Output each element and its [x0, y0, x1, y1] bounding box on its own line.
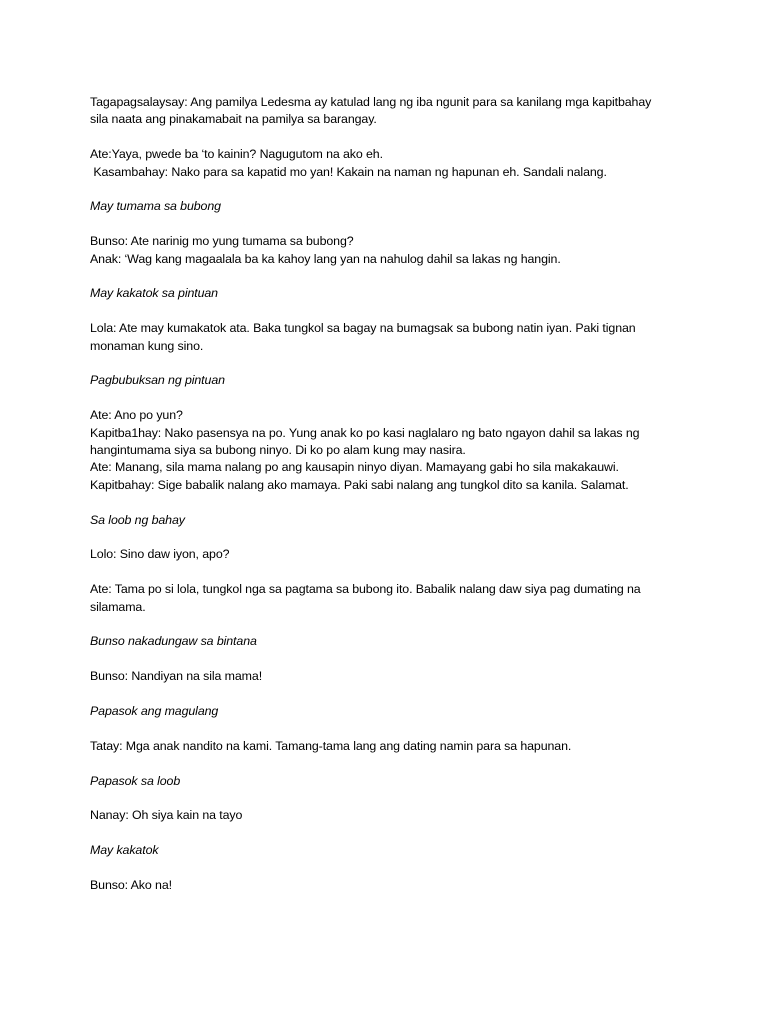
- stage-direction-text: May kakatok sa pintuan: [90, 286, 218, 301]
- dialogue-paragraph: [90, 94, 690, 129]
- dialogue-line: Bunso: Ako na!: [90, 878, 172, 892]
- dialogue-paragraph: [90, 877, 690, 894]
- stage-direction: [90, 703, 690, 720]
- dialogue-paragraph: [90, 668, 690, 685]
- dialogue-line: Kapitba1hay: Nako pasensya na po. Yung anak ko po kasi naglalaro ng bato ngayon dahil sa lakas ng: [90, 425, 640, 440]
- dialogue-paragraph: [90, 320, 690, 355]
- stage-direction: [90, 372, 690, 389]
- dialogue-paragraph: [90, 546, 690, 563]
- dialogue-paragraph: [90, 233, 690, 268]
- dialogue-line: silamama.: [90, 599, 146, 614]
- stage-direction: [90, 512, 690, 529]
- stage-direction: [90, 633, 690, 650]
- dialogue-paragraph: [90, 407, 690, 494]
- dialogue-line: Nanay: Oh siya kain na tayo: [90, 808, 243, 823]
- dialogue-line: Ate:Yaya, pwede ba ‘to kainin? Nagugutom na ako eh.: [90, 147, 383, 162]
- stage-direction-text: May tumama sa bubong: [90, 199, 221, 214]
- dialogue-line: sila naata ang pinakamabait na pamilya sa barangay.: [90, 112, 377, 127]
- dialogue-line: Anak: ‘Wag kang magaalala ba ka kahoy lang yan na nahulog dahil sa lakas ng hangin.: [90, 251, 561, 266]
- dialogue-line: Lolo: Sino daw iyon, apo?: [90, 547, 230, 562]
- stage-direction-text: Papasok sa loob: [90, 773, 181, 788]
- stage-direction-text: Bunso nakadungaw sa bintana: [90, 634, 257, 649]
- dialogue-paragraph: [90, 146, 690, 181]
- stage-direction-text: Sa loob ng bahay: [90, 512, 185, 527]
- dialogue-line: Kapitbahay: Sige babalik nalang ako mamaya. Paki sabi nalang ang tungkol dito sa kanila. Salamat.: [90, 477, 629, 492]
- stage-direction: [90, 285, 690, 302]
- dialogue-line: Bunso: Ate narinig mo yung tumama sa bubong?: [90, 234, 354, 249]
- dialogue-line: Lola: Ate may kumakatok ata. Baka tungkol sa bagay na bumagsak sa bubong natin iyan. Paki tignan: [90, 321, 636, 336]
- stage-direction: [90, 198, 690, 215]
- dialogue-line: hangintumama siya sa bubong ninyo. Di ko po alam kung may nasira.: [90, 443, 466, 458]
- stage-direction: [90, 773, 690, 790]
- dialogue-line: Ate: Tama po si lola, tungkol nga sa pagtama sa bubong ito. Babalik nalang daw siya pag dumating na: [90, 582, 641, 597]
- dialogue-line: Ate: Manang, sila mama nalang po ang kausapin ninyo diyan. Mamayang gabi ho sila makakauwi.: [90, 460, 619, 475]
- dialogue-line: Kasambahay: Nako para sa kapatid mo yan! Kakain na naman ng hapunan eh. Sandali nalang.: [90, 164, 607, 179]
- document-page: [90, 94, 690, 912]
- dialogue-line: Ate: Ano po yun?: [90, 408, 183, 423]
- dialogue-paragraph: [90, 581, 690, 616]
- dialogue-paragraph: [90, 807, 690, 824]
- dialogue-line: Bunso: Nandiyan na sila mama!: [90, 669, 263, 684]
- dialogue-line: Tatay: Mga anak nandito na kami. Tamang-tama lang ang dating namin para sa hapunan.: [90, 738, 572, 753]
- stage-direction-text: May kakatok: [90, 843, 159, 858]
- stage-direction: [90, 842, 690, 859]
- stage-direction-text: Papasok ang magulang: [90, 704, 219, 719]
- stage-direction-text: Pagbubuksan ng pintuan: [90, 373, 225, 388]
- dialogue-paragraph: [90, 738, 690, 755]
- dialogue-line: monaman kung sino.: [90, 338, 204, 353]
- dialogue-line: Tagapagsalaysay: Ang pamilya Ledesma ay katulad lang ng iba ngunit para sa kanilang mga kapitbahay: [90, 95, 652, 109]
